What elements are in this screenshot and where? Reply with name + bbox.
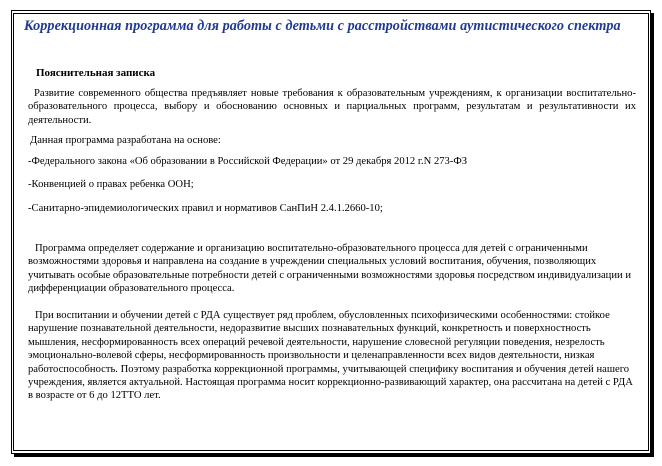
basis-item: -Конвенцией о правах ребенка ООН; bbox=[28, 179, 194, 190]
program-paragraph: Программа определяет содержание и организацию воспитательно-образовательного процесса для детей с ограниченными возможностями здоровья и направлена на создание в учреждении специальных условий воспитания, обучения, позволяющих учитывать особые образовательные потребности детей с ограниченными возможностями здоровья посредством индивидуализации и дифференциации образовательного процесса. bbox=[28, 243, 632, 295]
intro-paragraph: Развитие современного общества предъявляет новые требования к образовательным учреждениям, к организации воспитательно-образовательного процесса, выбору и обоснованию основных и парциальных программ, результатам и результативности их деятельности. bbox=[28, 88, 636, 126]
rda-paragraph: При воспитании и обучении детей с РДА существует ряд проблем, обусловленных психофизическими особенностями: стойкое нарушение познавательной деятельности, недоразвитие высших познавательных функций, конкретность и поверхностность мышления, несформированность всех операций речевой деятельности, нарушение словесной регуляции поведения, незрелость эмоционально-волевой сферы, несформированность произвольности и целенаправленности всех видов деятельности, низкая работоспособность. Поэтому разработка коррекционной программы, учитывающей специфику воспитания и обучения детей нашего учреждения, является актуальной. Настоящая программа носит коррекционно-развивающий характер, она рассчитана на детей с РДА в возрасте от 6 до 12ТТО лет. bbox=[28, 310, 633, 402]
section-heading: Пояснительная записка bbox=[36, 67, 156, 79]
basis-item: -Федерального закона «Об образовании в Российской Федерации» от 29 декабря 2012 г.N 273-ФЗ bbox=[28, 156, 468, 167]
basis-intro: Данная программа разработана на основе: bbox=[30, 135, 221, 146]
basis-item: -Санитарно-эпидемиологических правил и нормативов СанПиН 2.4.1.2660-10; bbox=[28, 203, 383, 214]
document-title: Коррекционная программа для работы с детьми с расстройствами аутистического спектра bbox=[24, 18, 621, 34]
